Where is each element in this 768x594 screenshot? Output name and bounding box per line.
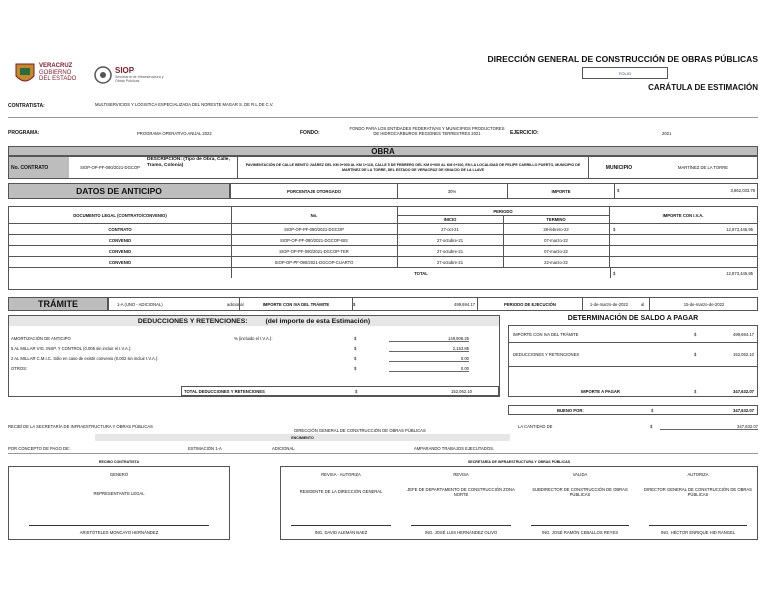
deducciones-box (8, 315, 500, 397)
page-title: DIRECCIÓN GENERAL DE CONSTRUCCIÓN DE OBRAS PÚBLICAS (487, 54, 758, 64)
inicio-header: INICIO (397, 215, 504, 223)
total-value: 12,873,445.95 (726, 271, 753, 276)
total-currency: $ (613, 271, 616, 276)
firma-nombre: ING. DAVID ALEMÁN BAEZ (314, 530, 368, 535)
importe-cell: 12,873,445.95 (726, 227, 753, 232)
firma-col (401, 467, 521, 539)
doc-cell: CONVENIO (9, 246, 232, 256)
veracruz-line-2: GOBIERNO (39, 69, 72, 76)
siop-firmas-label: SECRETARÍA DE INFRAESTRUCTURA Y OBRAS PÚBLICAS (467, 460, 571, 464)
doc-cell: CONVENIO (9, 235, 232, 245)
amortizacion-label: AMORTIZACIÓN DE ANTICIPO (11, 336, 71, 341)
contratista-sign-box (8, 466, 230, 540)
no-contrato-value: SIOP-OP-PF-090/2021-DGCOP (80, 165, 140, 170)
tramite-currency: $ (353, 302, 356, 307)
deducciones-title: DEDUCCIONES Y RETENCIONES: (137, 317, 248, 325)
firma-accion: REVISA (453, 472, 469, 477)
inicio-cell: 27-octubre-21 (397, 246, 504, 256)
anticipo-title: DATOS DE ANTICIPO (8, 183, 230, 199)
signature-line (411, 525, 511, 526)
signature-line (531, 525, 629, 526)
signature-line (29, 525, 209, 526)
siop-text: SIOP (115, 66, 135, 75)
dos-millar-label: 2 AL MILLAR C.M.I.C. Sólo en caso de existir convenio (0.002 sin incluir I.V.A.): (11, 356, 159, 361)
bueno-label: BUENO POR: (557, 408, 584, 413)
no-cell: SIOP-OP-PF-090/2021-DGCOP-CUARTO (231, 257, 398, 267)
dos-millar-currency: $ (354, 356, 357, 361)
concepto-estimacion: ESTIMACIÓN 1-A (188, 446, 222, 451)
saldo-importe-value: 499,694.17 (733, 332, 754, 337)
veracruz-logo (14, 62, 94, 88)
periodo-ejecucion-label: PERIODO DE EJECUCIÓN (477, 298, 583, 310)
firma-nombre: ING. JOSÉ RAMÓN CEBALLOS REYES (541, 530, 619, 535)
siop-subtitle: Secretaría de Infraestructura y Obras Públicas (115, 75, 164, 83)
saldo-box (508, 325, 758, 397)
tramite-estimacion: 1-A (UNO - ADICIONAL) (117, 302, 163, 307)
municipio-value: MARTÍNEZ DE LA TORRE (677, 165, 729, 170)
firma-cargo: JEFE DE DEPARTAMENTO DE CONSTRUCCIÓN ZONA NORTE (407, 487, 515, 497)
total-label: TOTAL (231, 268, 611, 278)
doc-cell: CONVENIO (9, 257, 232, 267)
total-deducciones-label: TOTAL DEDUCCIONES Y RETENCIONES (184, 389, 265, 394)
siop-emblem-icon (94, 66, 112, 84)
termino-cell: 07-marzo-22 (503, 235, 610, 245)
fondo-label: FONDO: (300, 130, 320, 136)
signature-line (649, 525, 747, 526)
amortizacion-extra: % (incluido el I.V.A.): (234, 336, 273, 341)
importe-header: IMPORTE CON I.V.A. (662, 212, 704, 218)
divider (509, 366, 757, 367)
rep-legal-label: REPRESENTANTE LEGAL (93, 491, 145, 496)
folio-label: FOLIO (618, 70, 631, 76)
total-deducciones-currency: $ (355, 389, 358, 394)
recibi-label: RECIBÍ DE LA SECRETARÍA DE INFRAESTRUCTURA Y OBRAS PÚBLICAS (8, 424, 153, 429)
otros-label: OTROS: (11, 366, 28, 371)
fondo-value: FONDO PARA LOS ENTIDADES FEDERATIVAS Y MUNICIPIOS PRODUCTORES DE HIDROCARBUROS REGIONES TERRESTRES 2021 (349, 126, 505, 136)
termino-cell: 28-febrero-22 (503, 224, 610, 234)
periodo-del: 1-de-marzo-de-2022 (589, 301, 629, 307)
otros-value: 0.00 (389, 366, 469, 372)
folio-box[interactable] (582, 67, 668, 79)
anticipo-currency: $ (617, 188, 620, 193)
deducciones-subtitle: (del importe de esta Estimación) (265, 317, 371, 325)
pagar-label: IMPORTE A PAGAR (581, 389, 620, 394)
pagar-value: 347,632.07 (733, 389, 754, 394)
programa-value: PROGRAMA OPERATIVO ANUAL 2022 (137, 131, 212, 136)
bueno-row (508, 405, 758, 415)
importe-letra: ENCIMIENTO (95, 434, 510, 441)
tramite-tipo: adicional (227, 302, 244, 307)
siop-sign-box (280, 466, 758, 540)
concepto-label: POR CONCEPTO DE PAGO DE: (8, 446, 70, 451)
firma-cargo: SUBDIRECTOR DE CONSTRUCCIÓN DE OBRAS PÚBLICAS (532, 487, 628, 497)
tramite-importe-value: 499,694.17 (454, 302, 475, 307)
descripcion-value: PAVIMENTACIÓN DE CALLE BENITO JUÁREZ DEL KM 0+000 AL KM 1+118, CALLE 5 DE FEBRERO DEL KM 0+000 AL KM 0+100, EN LA LOCALIDAD DE FELIPE CARRILLO PUERTO, MUNICIPIO DE MARTÍNEZ DE LA TORRE, DEL ESTADO DE VERACRUZ DE IGNACIO DE LA LLAVE (237, 157, 589, 178)
veracruz-line-1: VERACRUZ (39, 63, 73, 69)
divider (8, 117, 758, 118)
deducciones-title-bar (9, 316, 499, 326)
dos-millar-value: 0.00 (389, 356, 469, 362)
firma-accion: AUTORIZA (687, 472, 709, 477)
cinco-millar-currency: $ (354, 346, 357, 351)
cinco-millar-value: 2,153.85 (389, 346, 469, 352)
currency-cell: $ (613, 227, 616, 232)
cantidad-label: LA CANTIDAD DE (518, 424, 553, 429)
anticipo-importe-label: IMPORTE (507, 184, 615, 198)
inicio-cell: 27-octubre-21 (397, 235, 504, 245)
total-deducciones-row (181, 386, 499, 396)
saldo-deducciones-label: DEDUCCIONES Y RETENCIONES (513, 352, 580, 357)
amortizacion-currency: $ (354, 336, 357, 341)
anticipo-row (230, 183, 758, 199)
anticipo-importe-value: 3,862,033.78 (730, 188, 755, 193)
tramite-row (108, 297, 758, 311)
contratista-label: CONTRATISTA: (8, 103, 45, 109)
caratula-title: CARÁTULA DE ESTIMACIÓN (648, 83, 758, 92)
bueno-value: 347,632.07 (733, 408, 754, 413)
divider (509, 342, 757, 343)
firma-accion: REVISA - AUTORIZA (321, 472, 361, 477)
tramite-title: TRÁMITE (8, 297, 108, 311)
firma-cargo: DIRECTOR GENERAL DE CONSTRUCCIÓN DE OBRAS PÚBLICAS (644, 487, 752, 497)
total-deducciones-value: 152,062.10 (451, 389, 472, 394)
genero-label: GENERÓ (109, 472, 129, 477)
siop-logo (94, 64, 174, 86)
saldo-title: DETERMINACIÓN DE SALDO A PAGAR (567, 315, 699, 322)
otros-currency: $ (354, 366, 357, 371)
ejercicio-label: EJERCICIO: (510, 130, 539, 136)
inicio-cell: 27-octubre-21 (397, 257, 504, 267)
no-header: No. (231, 207, 398, 223)
amortizacion-value: 149,908.25 (389, 336, 469, 342)
obra-row (8, 156, 758, 179)
termino-cell: 22-marzo-22 (503, 257, 610, 267)
firma-col (281, 467, 401, 539)
porcentaje-label: PORCENTAJE OTORGADO (231, 184, 398, 198)
saldo-importe-label: IMPORTE CON IVA DEL TRÁMITE (513, 332, 579, 337)
no-cell: SIOP-OP-PF-090/2021-DGCOP (231, 224, 398, 234)
signature-line (291, 525, 391, 526)
ejercicio-value: 2021 (662, 131, 672, 136)
total-row (9, 267, 757, 279)
termino-header: TERMINO (503, 215, 610, 223)
amparando-text: AMPARANDO TRABAJOS EJECUTADOS. (414, 446, 495, 451)
contratista-nombre: ARISTÓTELES MONCAYO HERNÁNDEZ (79, 530, 159, 535)
no-cell: SIOP-OP-PF-090/2021-DGCOP-TER (231, 246, 398, 256)
periodo-al-label: al (641, 302, 645, 307)
recibo-contratista-label: RECIBO CONTRATISTA (98, 460, 140, 464)
saldo-deducciones-value: 152,062.10 (733, 352, 754, 357)
firma-accion: VALIDA (572, 472, 588, 477)
inicio-cell: 27-oct-21 (397, 224, 504, 234)
firma-nombre: ING. JOSÉ LUIS HERNÁNDEZ OLIVO (424, 530, 498, 535)
termino-cell: 07-marzo-22 (503, 246, 610, 256)
doc-cell: CONTRATO (9, 224, 232, 234)
cantidad-value: 347,632.07 (660, 424, 758, 430)
programa-label: PROGRAMA: (8, 130, 40, 136)
periodo-al: 15-de-marzo-de-2022 (649, 298, 758, 310)
veracruz-line-3: DEL ESTADO (39, 76, 77, 82)
firma-nombre: ING. HÉCTOR ENRIQUE HID RANGEL (660, 530, 736, 535)
municipio-label: MUNICIPIO (605, 164, 633, 171)
bueno-currency: $ (651, 408, 654, 413)
no-contrato-label: No. CONTRATO (9, 157, 69, 178)
documentos-table (8, 206, 758, 290)
firma-col (521, 467, 639, 539)
no-cell: SIOP-OP-PF-090/2021-DGCOP-BIS (231, 235, 398, 245)
recibi-direccion: DIRECCIÓN GENERAL DE CONSTRUCCIÓN DE OBRAS PÚBLICAS (294, 428, 426, 433)
periodo-header: PERIODO (397, 207, 610, 216)
porcentaje-value: 30% (447, 188, 457, 194)
saldo-importe-currency: $ (694, 332, 697, 337)
obra-title: OBRA (8, 146, 758, 156)
cinco-millar-label: 5 AL MILLAR VIG. INSP. Y CONTROL (0.005 sin incluir el I.V.A.): (11, 346, 132, 351)
cantidad-currency: $ (650, 424, 653, 429)
saldo-deducciones-currency: $ (694, 352, 697, 357)
veracruz-shield-icon (14, 62, 36, 86)
divider (8, 453, 758, 454)
tramite-importe-label: IMPORTE CON IVA DEL TRÁMITE (239, 298, 353, 310)
descripcion-label: DESCRIPCIÓN: (Tipo de Obra, Calle, Tramo, Colonia) (147, 157, 230, 168)
contratista-value: MULTISERVICIOS Y LOGISTICA ESPECIALIZADA DEL NORESTE MAGAR S. DE R.L DE C.V. (95, 102, 274, 107)
firma-cargo: RESIDENTE DE LA DIRECCIÓN GENERAL (299, 489, 383, 494)
pagar-currency: $ (694, 389, 697, 394)
doc-header: DOCUMENTO LEGAL (CONTRATO/CONVENIO) (9, 207, 232, 223)
firma-col (639, 467, 757, 539)
concepto-adicional: ADICIONAL (272, 446, 295, 451)
